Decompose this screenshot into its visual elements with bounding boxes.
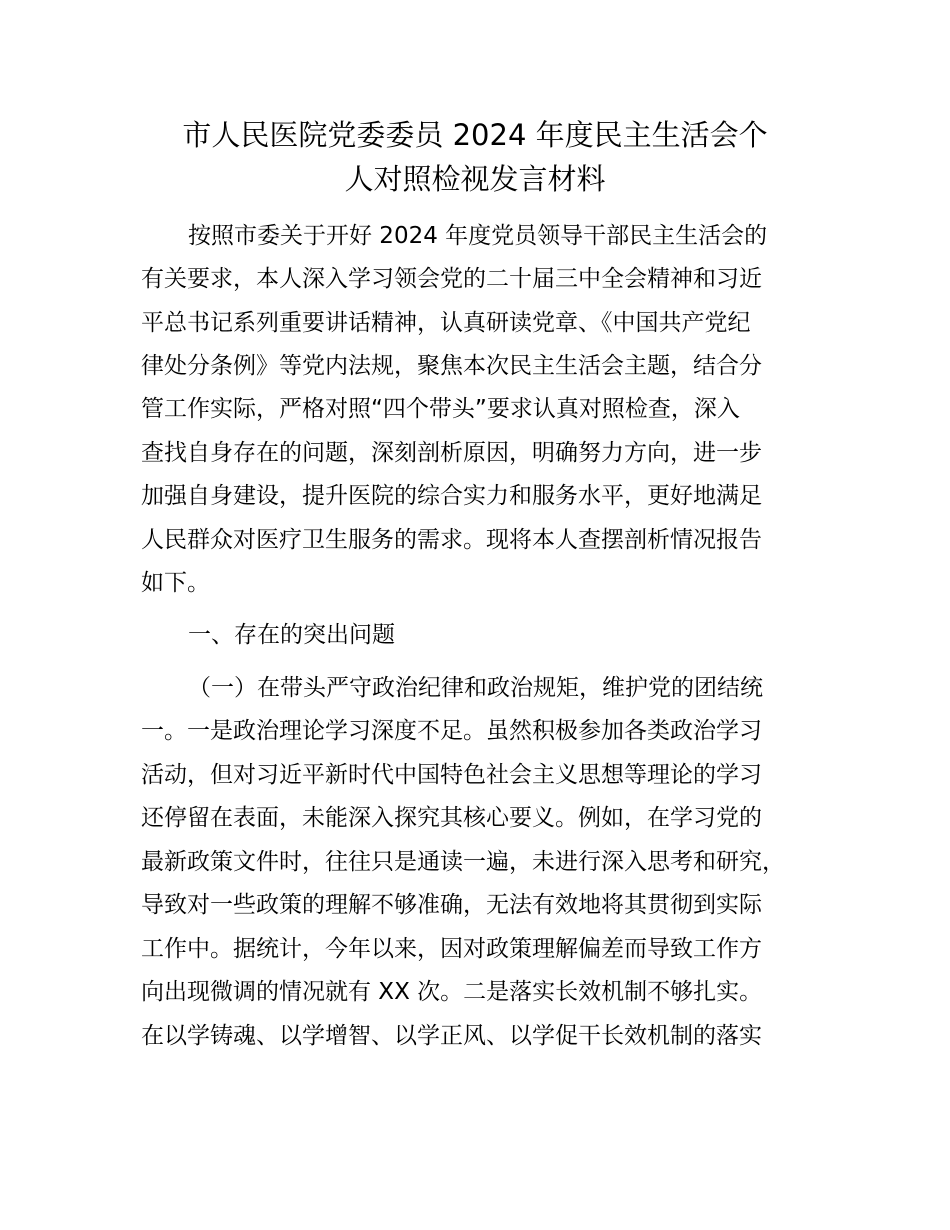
intro-paragraph-line: 如下。 xyxy=(141,570,210,596)
intro-paragraph-line: 律处分条例》等党内法规，聚焦本次民主生活会主题，结合分 xyxy=(141,353,762,379)
intro-paragraph-line: 平总书记系列重要讲话精神，认真研读党章、《中国共产党纪 xyxy=(141,310,751,336)
section-paragraph-line: （一）在带头严守政治纪律和政治规矩，维护党的团结统 xyxy=(188,675,763,701)
intro-paragraph-line: 有关要求，本人深入学习领会党的二十届三中全会精神和习近 xyxy=(141,266,762,292)
document-title-line-2: 人对照检视发言材料 xyxy=(344,162,606,196)
intro-paragraph-line: 人民群众对医疗卫生服务的需求。现将本人查摆剖析情况报告 xyxy=(141,527,762,553)
section-paragraph-line: 活动，但对习近平新时代中国特色社会主义思想等理论的学习 xyxy=(141,762,762,788)
section-paragraph-line: 最新政策文件时，往往只是通读一遍，未进行深入思考和研究， xyxy=(141,849,785,875)
section-paragraph-line: 向出现微调的情况就有 XX 次。二是落实长效机制不够扎实。 xyxy=(141,979,763,1005)
section-paragraph-line: 在以学铸魂、以学增智、以学正风、以学促干长效机制的落实 xyxy=(141,1023,762,1049)
section-paragraph-line: 还停留在表面，未能深入探究其核心要义。例如，在学习党的 xyxy=(141,805,762,831)
intro-paragraph-line: 加强自身建设，提升医院的综合实力和服务水平，更好地满足 xyxy=(141,483,762,509)
intro-paragraph-line: 按照市委关于开好 2024 年度党员领导干部民主生活会的 xyxy=(188,223,768,249)
section-paragraph-line: 工作中。据统计，今年以来，因对政策理解偏差而导致工作方 xyxy=(141,936,762,962)
section-paragraph-line: 导致对一些政策的理解不够准确，无法有效地将其贯彻到实际 xyxy=(141,892,762,918)
intro-paragraph-line: 管工作实际，严格对照“四个带头”要求认真对照检查，深入 xyxy=(141,396,740,422)
document-title-line-1: 市人民医院党委委员 2024 年度民主生活会个 xyxy=(182,118,768,152)
section-heading: 一、存在的突出问题 xyxy=(188,622,395,648)
section-paragraph-line: 一。一是政治理论学习深度不足。虽然积极参加各类政治学习 xyxy=(141,718,762,744)
intro-paragraph-line: 查找自身存在的问题，深刻剖析原因，明确努力方向，进一步 xyxy=(141,440,762,466)
